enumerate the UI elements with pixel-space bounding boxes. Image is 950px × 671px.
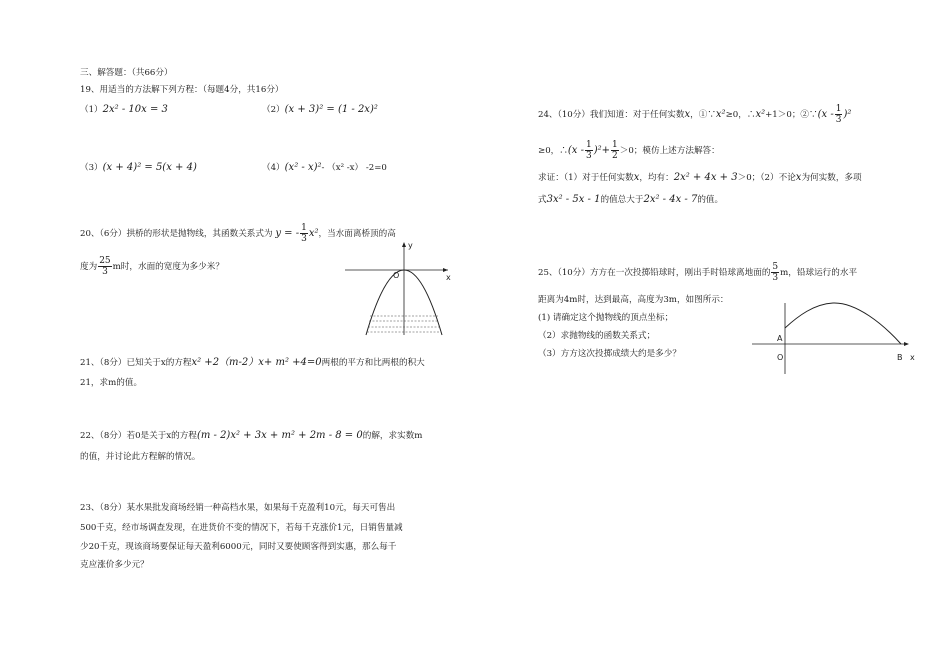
q21-line1: 21、（8分）已知关于x的方程x² +2（m-2）x+ m² +4=0两根的平方和比两根的积大 (80, 357, 425, 368)
q25-label-x: x (910, 353, 915, 362)
q20-line2: 度为 $\frac{25}{3}$ m时，水面的宽度为多少米？ (80, 256, 224, 277)
q24-fraction-half: $\frac{1}{2}$ (612, 140, 618, 161)
q25-sub3: （3）方方这次投掷成绩大约是多少？ (538, 349, 681, 359)
q25-label-O: O (777, 353, 784, 362)
q20-label-origin: O (393, 271, 400, 280)
section-heading: 三、解答题：（共66分） (80, 68, 173, 78)
q19-intro: 19、用适当的方法解下列方程：（每题4分，共16分） (80, 85, 284, 95)
q25-shot-put-figure (748, 298, 923, 378)
q19-eq2: (x + 3)² = (1 - 2x)² (284, 104, 378, 115)
q23-line3: 少20千克，现该商场要保证每天盈利6000元，同时又要使顾客得到实惠，那么每千 (80, 542, 397, 552)
q19-part4: （4）(x² - x)²- （x² -x） -2=0 (262, 162, 387, 173)
q23-line1: 23、（8分）某水果批发商场经销一种高档水果，如果每千克盈利10元，每天可售出 (80, 503, 396, 513)
q25-label-B: B (897, 353, 903, 362)
q20-height-fraction: $\frac{25}{3}$ (99, 256, 111, 277)
q24-line3: 求证：（1）对于任何实数x，均有：2x² + 4x + 3＞0；（2）不论x为何实数，多项 (538, 172, 862, 183)
q19-eq3: (x + 4)² = 5(x + 4) (102, 162, 197, 173)
q21-equation: x² +2（m-2）x+ m² +4=0 (191, 357, 322, 368)
q19-eq4b: - （x² -x） -2=0 (321, 163, 387, 173)
q25-x-arrow (904, 342, 909, 346)
q20-x-arrow (443, 268, 448, 272)
q24-line2: ≥0，∴(x - $\frac{1}{3}$ )²+ $\frac{1}{2}$ ＞0；模仿上述方法解答： (538, 140, 720, 161)
q24-fraction-third-b: $\frac{1}{3}$ (585, 140, 592, 161)
q24-poly2: 2x² - 4x - 7 (643, 194, 698, 205)
q25-height-fraction: $\frac{5}{3}$ (772, 262, 779, 283)
q25-trajectory-curve (785, 303, 901, 344)
q21-line2: 21，求m的值。 (80, 378, 143, 388)
q25-sub2: （2）求抛物线的函数关系式； (538, 331, 656, 341)
q24-fraction-third-a: $\frac{1}{3}$ (835, 104, 842, 125)
q20-bridge-figure (340, 240, 460, 340)
q19-part2: （2）(x + 3)² = (1 - 2x)² (262, 104, 378, 115)
q20-line1: 20、（6分）拱桥的形状是抛物线，其函数关系式为 y = - $\frac{1}{3}$ x²，当水面离桥顶的高 (80, 223, 396, 244)
q22-equation: (m - 2)x² + 3x + m² + 2m - 8 = 0 (196, 430, 363, 441)
q25-sub1: (1) 请确定这个抛物线的顶点坐标； (538, 313, 674, 323)
q20-coef-fraction: $\frac{1}{3}$ (301, 223, 307, 244)
q20-label-y: y (408, 241, 413, 250)
q19-eq4a: (x² - x)² (284, 162, 322, 173)
q24-inequality: 2x² + 4x + 3 (673, 172, 738, 183)
q22-line2: 的值，并讨论此方程解的情况。 (80, 452, 201, 462)
q20-y-arrow (402, 242, 406, 247)
q19-part1: （1）2x² - 10x = 3 (80, 104, 168, 115)
q20-label-x: x (446, 273, 451, 282)
q23-line4: 克应涨价多少元？ (80, 560, 149, 570)
q25-label-A: A (777, 334, 783, 343)
q24-poly1: 3x² - 5x - 1 (546, 194, 601, 205)
q24-line4: 式3x² - 5x - 1的值总大于2x² - 4x - 7的值。 (538, 194, 724, 205)
q23-line2: 500千克，经市场调查发现，在进货价不变的情况下，若每千克涨价1元，日销售量减 (80, 523, 403, 533)
q25-line1: 25、（10分）方方在一次投掷铅球时，刚出手时铅球离地面的 $\frac{5}{3}$ m，铅球运行的水平 (538, 262, 858, 283)
q24-line1: 24、（10分）我们知道：对于任何实数x，①∵x²≥0，∴x²+1＞0；②∵(x - $\frac{1}{3}$ )² (538, 104, 852, 125)
q25-line2: 距离为4m时，达到最高，高度为3m，如图所示： (538, 295, 729, 305)
q19-eq1: 2x² - 10x = 3 (102, 104, 168, 115)
q19-part3: （3）(x + 4)² = 5(x + 4) (80, 162, 197, 173)
q22-line1: 22、（8分）若0是关于x的方程(m - 2)x² + 3x + m² + 2m - 8 = 0的解，求实数m (80, 430, 423, 441)
